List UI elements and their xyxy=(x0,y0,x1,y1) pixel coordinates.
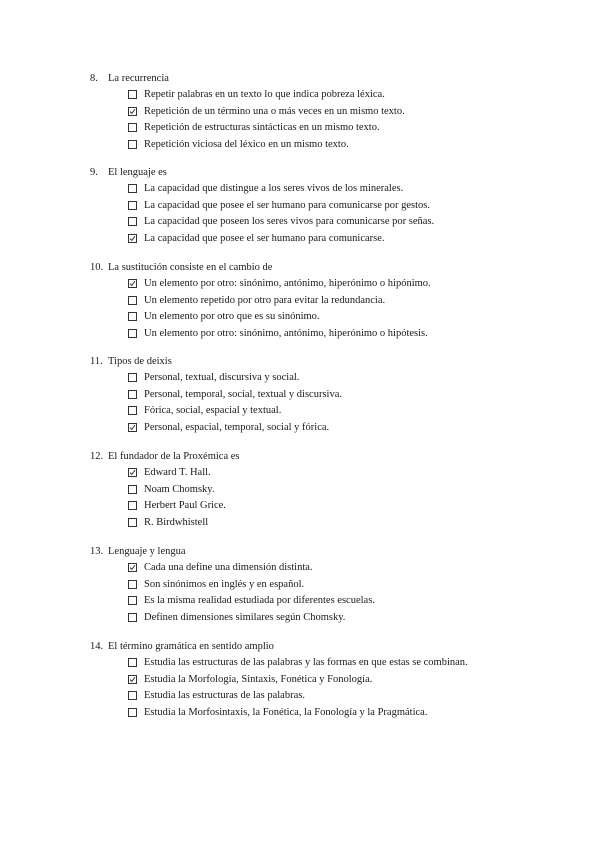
checkbox[interactable] xyxy=(128,485,137,494)
question-number: 14. xyxy=(90,641,104,652)
question-heading xyxy=(90,546,186,558)
option-text: Repetir palabras en un texto lo que indica pobreza léxica. xyxy=(144,89,385,100)
question-heading xyxy=(90,451,240,463)
checkbox-checked[interactable] xyxy=(128,423,137,432)
option-text: La capacidad que posee el ser humano para comunicarse. xyxy=(144,232,385,244)
checkmark-icon xyxy=(129,469,136,476)
checkmark-icon xyxy=(129,424,136,431)
option-text: Personal, temporal, social, textual y discursiva. xyxy=(144,388,342,400)
checkmark-icon xyxy=(129,235,136,242)
question-number: 13. xyxy=(90,546,104,557)
question-number: 8. xyxy=(90,73,98,84)
checkbox[interactable] xyxy=(128,296,137,305)
checkbox[interactable] xyxy=(128,390,137,399)
option-text: Un elemento por otro: sinónimo, antónimo, hiperónimo o hipónimo. xyxy=(144,278,431,289)
checkbox-checked[interactable] xyxy=(128,234,137,243)
checkbox[interactable] xyxy=(128,312,137,321)
checkbox[interactable] xyxy=(128,184,137,193)
checkbox-checked[interactable] xyxy=(128,107,137,116)
option-text: La capacidad que distingue a los seres vivos de los minerales. xyxy=(144,183,404,194)
checkbox[interactable] xyxy=(128,501,137,510)
option-text: R. Birdwhistell xyxy=(144,516,209,528)
option-text: Definen dimensiones similares según Chomsky. xyxy=(144,611,346,623)
checkbox-checked[interactable] xyxy=(128,468,137,477)
checkbox[interactable] xyxy=(128,140,137,149)
option-text: Son sinónimos en inglés y en español. xyxy=(144,578,305,590)
option-text: Un elemento por otro que es su sinónimo. xyxy=(144,311,320,322)
option-text: Repetición viciosa del léxico en un mismo texto. xyxy=(144,138,349,150)
question-title: Tipos de deixis xyxy=(108,356,172,367)
option-text: Fórica, social, espacial y textual. xyxy=(144,405,282,416)
option-text: Noam Chomsky. xyxy=(144,483,215,495)
option-text: Estudia la Morfología, Sintaxis, Fonética y Fonología. xyxy=(144,673,373,685)
question-number: 9. xyxy=(90,167,98,178)
option-text: Personal, textual, discursiva y social. xyxy=(144,372,300,383)
question-heading xyxy=(90,262,272,274)
checkbox[interactable] xyxy=(128,373,137,382)
checkbox[interactable] xyxy=(128,708,137,717)
question-heading xyxy=(90,641,274,653)
option-text: Edward T. Hall. xyxy=(144,467,211,478)
checkbox[interactable] xyxy=(128,691,137,700)
option-text: Repetición de un término una o más veces en un mismo texto. xyxy=(144,105,405,117)
option-text: Repetición de estructuras sintácticas en un mismo texto. xyxy=(144,122,380,133)
question-heading xyxy=(90,356,172,368)
option-text: Herbert Paul Grice. xyxy=(144,500,226,511)
checkbox[interactable] xyxy=(128,123,137,132)
checkbox[interactable] xyxy=(128,658,137,667)
checkbox[interactable] xyxy=(128,201,137,210)
question-number: 10. xyxy=(90,262,104,273)
checkmark-icon xyxy=(129,564,136,571)
checkbox-checked[interactable] xyxy=(128,675,137,684)
question-title: El lenguaje es xyxy=(108,167,167,178)
question-title: Lenguaje y lengua xyxy=(108,546,186,557)
question-heading xyxy=(90,73,169,85)
checkmark-icon xyxy=(129,108,136,115)
checkbox[interactable] xyxy=(128,596,137,605)
checkbox[interactable] xyxy=(128,406,137,415)
question-title: El fundador de la Proxémica es xyxy=(108,451,240,462)
checkbox-checked[interactable] xyxy=(128,279,137,288)
question-title: La recurrencia xyxy=(108,73,169,84)
question-title: El término gramática en sentido amplio xyxy=(108,641,274,652)
question-number: 11. xyxy=(90,356,103,367)
option-text: Un elemento por otro: sinónimo, antónimo, hiperónimo o hipótesis. xyxy=(144,327,428,339)
checkbox[interactable] xyxy=(128,90,137,99)
checkmark-icon xyxy=(129,676,136,683)
checkbox-checked[interactable] xyxy=(128,563,137,572)
option-text: Estudia las estructuras de las palabras y las formas en que estas se combinan. xyxy=(144,657,468,668)
option-text: La capacidad que poseen los seres vivos para comunicarse por señas. xyxy=(144,216,435,227)
option-text: Es la misma realidad estudiada por diferentes escuelas. xyxy=(144,595,375,606)
option-text: Estudia las estructuras de las palabras. xyxy=(144,690,305,701)
checkbox[interactable] xyxy=(128,580,137,589)
checkbox[interactable] xyxy=(128,217,137,226)
option-text: Un elemento repetido por otro para evitar la redundancia. xyxy=(144,294,386,306)
checkbox[interactable] xyxy=(128,613,137,622)
option-text: Estudia la Morfosintaxis, la Fonética, la Fonología y la Pragmática. xyxy=(144,706,428,718)
option-text: Cada una define una dimensión distinta. xyxy=(144,562,313,573)
option-text: La capacidad que posee el ser humano para comunicarse por gestos. xyxy=(144,199,431,211)
checkbox[interactable] xyxy=(128,518,137,527)
checkbox[interactable] xyxy=(128,329,137,338)
question-title: La sustitución consiste en el cambio de xyxy=(108,262,273,273)
checkmark-icon xyxy=(129,280,136,287)
question-heading xyxy=(90,167,167,179)
question-number: 12. xyxy=(90,451,104,462)
option-text: Personal, espacial, temporal, social y fórica. xyxy=(144,421,330,433)
